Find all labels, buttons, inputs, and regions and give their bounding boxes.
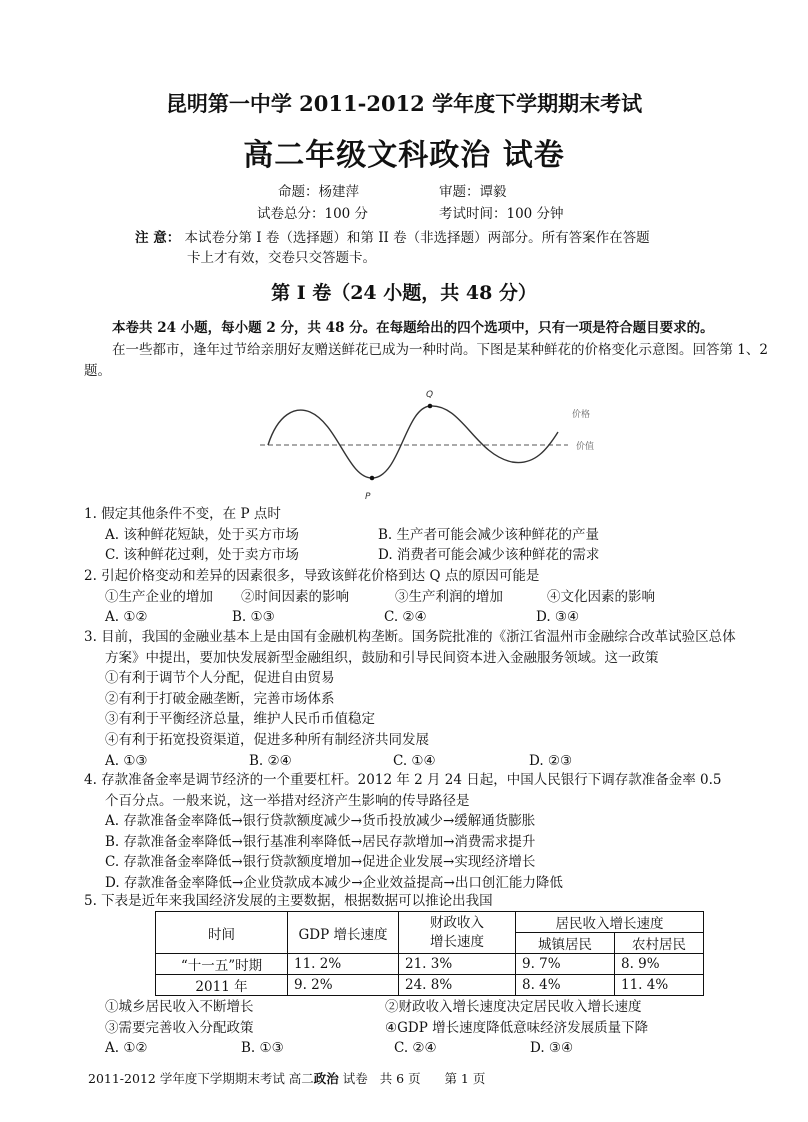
question-1-option-b: B. 生产者可能会减少该种鲜花的产量 <box>378 526 600 543</box>
total-score: 试卷总分：100 分 <box>257 206 369 222</box>
question-3-item-2: ②有利于打破金融垄断，完善市场体系 <box>105 690 335 707</box>
table-cell-time: “十一五”时期 <box>156 954 288 975</box>
question-4-option-a: A. 存款准备金率降低→银行贷款额度减少→货币投放减少→缓解通货膨胀 <box>105 813 536 830</box>
question-3-item-3: ③有利于平衡经济总量，维护人民币币值稳定 <box>105 711 375 728</box>
question-2-item-1: ①生产企业的增加 <box>105 588 213 605</box>
question-5-option-c: C. ②④ <box>394 1040 437 1057</box>
question-3-item-1: ①有利于调节个人分配，促进自由贸易 <box>105 670 335 687</box>
page-footer <box>88 1069 485 1087</box>
price-curve <box>268 406 558 478</box>
notice <box>135 228 725 268</box>
question-3-option-d: D. ②③ <box>529 752 573 769</box>
question-2-option-b: B. ①③ <box>232 609 275 626</box>
question-2 <box>84 566 655 628</box>
table-header-gdp: GDP 增长速度 <box>288 912 399 954</box>
question-2-option-c: C. ②④ <box>384 609 427 626</box>
question-2-item-3: ③生产利润的增加 <box>395 588 503 605</box>
exam-time: 考试时间：100 分钟 <box>439 206 564 222</box>
notice-text-2: 卡上才有效，交卷只交答题卡。 <box>187 250 376 266</box>
author-label: 命题：杨建萍 <box>278 184 359 200</box>
question-3-item-4: ④有利于拓宽投资渠道，促进多种所有制经济共同发展 <box>105 731 429 748</box>
table-cell-gdp: 11. 2% <box>288 954 399 975</box>
question-5-item-3: ③需要完善收入分配政策 <box>105 1019 254 1036</box>
question-4-option-c: C. 存款准备金率降低→银行贷款额度增加→促进企业发展→实现经济增长 <box>105 854 536 871</box>
question-1-option-a: A. 该种鲜花短缺，处于买方市场 <box>105 526 299 543</box>
question-2-item-4: ④文化因素的影响 <box>547 588 655 605</box>
notice-text-1: 本试卷分第 I 卷（选择题）和第 II 卷（非选择题）两部分。所有答案作在答题 <box>184 230 650 246</box>
question-3 <box>84 627 736 771</box>
question-3-stem-1: 3. 目前，我国的金融业基本上是由国有金融机构垄断。国务院批准的《浙江省温州市金融综合改革试验区总体 <box>84 629 736 645</box>
question-3-option-c: C. ①④ <box>393 752 436 769</box>
question-5-item-4: ④GDP 增长速度降低意味经济发展质量下降 <box>385 1019 649 1036</box>
question-5-option-a: A. ①② <box>105 1040 148 1057</box>
table-header-fiscal-1: 财政收入 <box>430 914 484 931</box>
question-2-option-a: A. ①② <box>105 609 148 626</box>
question-1-stem: 1. 假定其他条件不变，在 P 点时 <box>84 506 281 522</box>
point-p-label: P <box>365 492 371 502</box>
question-2-stem: 2. 引起价格变动和差异的因素很多，导致该鲜花价格到达 Q 点的原因可能是 <box>84 568 540 584</box>
table-cell-time: 2011 年 <box>156 975 288 996</box>
table-cell-urban: 8. 4% <box>516 975 615 996</box>
point-p-marker <box>370 476 375 481</box>
table-cell-fiscal: 21. 3% <box>399 954 516 975</box>
section-title: 第 I 卷（24 小题，共 48 分） <box>271 282 537 304</box>
question-5-stem: 5. 下表是近年来我国经济发展的主要数据，根据数据可以推论出我国 <box>84 893 493 909</box>
question-5-item-2: ②财政收入增长速度决定居民收入增长速度 <box>385 999 642 1015</box>
table-header-time: 时间 <box>156 912 288 954</box>
question-5-option-b: B. ①③ <box>241 1040 284 1057</box>
question-2-item-2: ②时间因素的影响 <box>241 588 349 605</box>
question-4-stem-2: 个百分点。一般来说，这一举措对经济产生影响的传导路径是 <box>105 792 470 809</box>
question-4-option-b: B. 存款准备金率降低→银行基准利率降低→居民存款增加→消费需求提升 <box>105 833 536 850</box>
question-5-item-1: ①城乡居民收入不断增长 <box>105 999 254 1015</box>
table-header-fiscal <box>399 912 516 954</box>
notice-label: 注 意： <box>135 230 181 246</box>
table-header-urban: 城镇居民 <box>516 933 615 954</box>
footer-subject: 政治 <box>313 1071 339 1086</box>
question-4-option-d: D. 存款准备金率降低→企业贷款成本减少→企业效益提高→出口创汇能力降低 <box>105 874 563 891</box>
question-1-option-c: C. 该种鲜花过剩，处于卖方市场 <box>105 547 299 564</box>
table-header-fiscal-2: 增长速度 <box>430 933 484 950</box>
question-4-stem-1: 4. 存款准备金率是调节经济的一个重要杠杆。2012 年 2 月 24 日起，中国人民银行下调存款准备金率 0.5 <box>84 772 722 788</box>
price-label: 价格 <box>572 410 591 420</box>
question-3-stem-2: 方案》中提出，要加快发展新型金融组织，鼓励和引导民间资本进入金融服务领域。这一政策 <box>105 649 659 666</box>
value-label: 价值 <box>576 442 595 452</box>
question-3-option-a: A. ①③ <box>105 752 148 769</box>
table-header-income: 居民收入增长速度 <box>516 912 704 933</box>
question-5-choices <box>105 997 648 1059</box>
question-3-option-b: B. ②④ <box>249 752 292 769</box>
table-cell-rural: 8. 9% <box>615 954 704 975</box>
question-1-option-d: D. 消费者可能会减少该种鲜花的需求 <box>378 547 600 564</box>
footer-post: 试卷 共 6 页 第 1 页 <box>338 1071 486 1086</box>
exam-title: 昆明第一中学 2011-2012 学年度下学期期末考试 <box>165 91 643 116</box>
question-1 <box>84 504 599 566</box>
table-cell-rural: 11. 4% <box>615 975 704 996</box>
question-2-option-d: D. ③④ <box>536 609 580 626</box>
table-row <box>156 975 704 996</box>
table-cell-fiscal: 24. 8% <box>399 975 516 996</box>
point-q-label: Q <box>426 390 434 400</box>
question-5-option-d: D. ③④ <box>530 1040 574 1057</box>
table-row <box>156 954 704 975</box>
price-value-diagram <box>250 386 620 504</box>
reviewer-label: 审题：谭毅 <box>439 184 507 200</box>
table-header-rural: 农村居民 <box>615 933 704 954</box>
question-4 <box>84 770 722 894</box>
table-cell-gdp: 9. 2% <box>288 975 399 996</box>
table-cell-urban: 9. 7% <box>516 954 615 975</box>
footer-pre: 2011-2012 学年度下学期期末考试 高二 <box>88 1071 314 1086</box>
paper-title: 高二年级文科政治 试卷 <box>243 138 565 173</box>
economic-data-table <box>155 911 704 996</box>
section-instruction: 本卷共 24 小题，每小题 2 分，共 48 分。在每题给出的四个选项中，只有一项是符合题目要求的。 <box>112 320 714 336</box>
question-intro: 在一些都市，逢年过节给亲朋好友赠送鲜花已成为一种时尚。下图是某种鲜花的价格变化示意图。回答第 1、2 题。 <box>84 342 768 379</box>
point-q-marker <box>428 404 433 409</box>
